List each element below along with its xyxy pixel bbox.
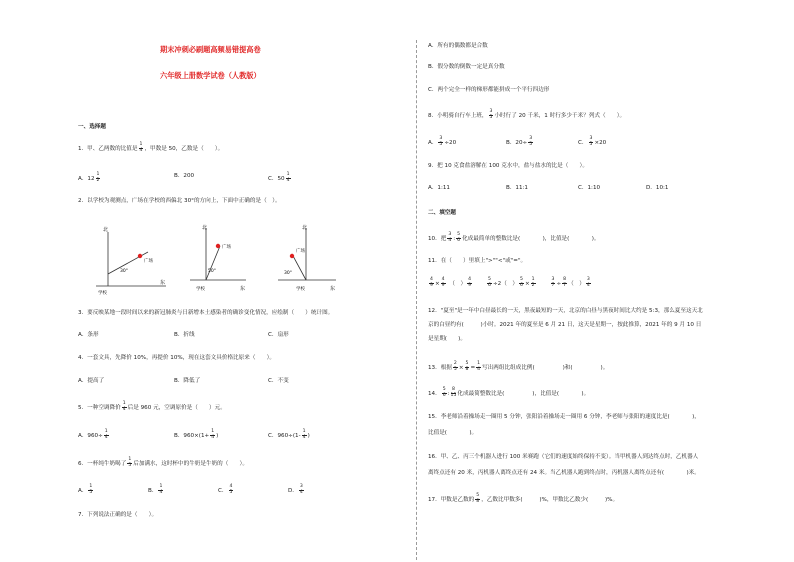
q9-option-d[interactable]: D．10:1 (646, 185, 669, 191)
q11-comparisons: $\frac{4}{9}$ × $\frac{4}{9}$ （ ） $\frac{4}{9}$ $\frac{5}{6}$ ÷2（ ） $\frac{5}{6}$ × $\frac{1}{2}$ $\frac{3}{7}$ ÷ $\frac{8}{7}$ （ ） $\frac{3}{4}$ (430, 277, 590, 288)
q9-option-c[interactable]: C．1:10 (578, 185, 601, 191)
q4-option-a[interactable]: A．提高了 (78, 378, 105, 384)
question-12-line-3: 是星期( )。 (428, 336, 466, 342)
question-6: 6．一杯纯牛奶喝了 $\frac{1}{5}$ 后加满水，这时杯中的牛奶是牛奶的（ ）。 (78, 457, 248, 468)
svg-text:北: 北 (302, 225, 308, 231)
q4-option-b[interactable]: B．降低了 (174, 378, 201, 384)
q9-option-b[interactable]: B．11:1 (506, 185, 528, 191)
q3-option-b[interactable]: B．折线 (174, 332, 195, 338)
svg-text:学校: 学校 (98, 291, 107, 296)
question-7: 7．下列说法正确的是（ ）。 (78, 512, 158, 518)
q2-diagrams (78, 224, 408, 296)
q7-option-b[interactable]: B．假分数的倒数一定是真分数 (428, 64, 505, 70)
q6-option-c[interactable]: C． $\frac{4}{5}$ (218, 484, 233, 495)
question-1: 1．甲、乙两数的比值是 $\frac{1}{4}$ ，甲数是 50，乙数是（ ）。 (78, 142, 224, 153)
svg-text:50°: 50° (208, 269, 216, 274)
fraction-1-4: $\frac{1}{4}$ (139, 142, 143, 153)
q1-option-a[interactable]: A．12 $\frac{1}{2}$ (78, 172, 100, 183)
question-12-line-1: 12．"夏至"是一年中白昼最长的一天，黑夜最短的一天，北京的白昼与黑夜时间比大约是 5:3，那么夏至这天北 (428, 308, 703, 314)
q7-option-a[interactable]: A．所有的偶数都是合数 (428, 43, 488, 49)
q6-option-b[interactable]: B． $\frac{1}{4}$ (148, 484, 163, 495)
q5-option-c[interactable]: C．960÷(1- $\frac{1}{4}$ ) (268, 429, 310, 440)
svg-text:广场: 广场 (296, 249, 305, 254)
q8-option-c[interactable]: C． $\frac{3}{5}$ ×20 (578, 136, 607, 147)
q7-option-c[interactable]: C．两个完全一样的梯形都能拼成一个平行四边形 (428, 87, 550, 93)
q6-option-a[interactable]: A． $\frac{1}{5}$ (78, 484, 93, 495)
q8-option-a[interactable]: A． $\frac{3}{5}$ ÷20 (428, 136, 457, 147)
svg-text:东: 东 (240, 286, 246, 292)
question-13: 13．根据 $\frac{2}{5}$ × $\frac{5}{8}$ = $\frac{1}{4}$ 写出两组比组成比例( )和( )。 (428, 361, 609, 372)
q6-option-d[interactable]: D． $\frac{3}{4}$ (288, 484, 303, 495)
q2-diagram-a (96, 226, 166, 296)
q5-option-b[interactable]: B．960×(1+ $\frac{1}{4}$ ) (174, 429, 219, 440)
q9-option-a[interactable]: A．1:11 (428, 185, 450, 191)
q2-diagram-b (190, 224, 246, 292)
svg-text:30°: 30° (120, 269, 128, 274)
question-15-line-2: 比值是( )。 (428, 430, 478, 436)
question-10: 10．把 $\frac{3}{4}$ : $\frac{5}{6}$ 化成最简单的整数比是( )，比值是( )。 (428, 232, 600, 243)
q4-option-c[interactable]: C．不变 (268, 378, 289, 384)
square-dot (138, 254, 142, 258)
question-2: 2．以学校为观测点，广场在学校的西偏北 30°的方向上，下面中正确的是（ ）。 (78, 198, 281, 204)
q2-diagram-c (278, 224, 336, 292)
question-16-line-2: 离终点还有 20 米，丙机器人离终点还有 24 米。当乙机器人跑到终点时，丙机器人离终点还有( )米。 (428, 470, 700, 476)
question-11: 11．在（ ）里填上">""<"或"="。 (428, 258, 527, 264)
question-12-line-2: 京的白昼约有( )小时。2021 年的夏至是 6 月 21 日，这天是星期一，按此推算，2021 年的 9 月 10 日 (428, 322, 702, 328)
question-14: 14． $\frac{5}{6}$ : $\frac{8}{15}$ 化成最简整数比是( )，比值是( )。 (428, 387, 590, 398)
q1-option-c[interactable]: C．50 $\frac{1}{4}$ (268, 172, 290, 183)
page-subtitle: 六年级上册数学试卷（人教版） (160, 71, 261, 80)
question-16-line-1: 16．甲、乙、丙三个机器人进行 100 米赛跑（它们的速度始终保持不变）。当甲机器人到达终点时，乙机器人 (428, 454, 699, 460)
section-one-heading: 一、选择题 (78, 124, 106, 130)
svg-text:东: 东 (160, 280, 166, 286)
question-17: 17．甲数是乙数的 $\frac{5}{8}$ ，乙数比甲数多( )%，甲数比乙数少( )%。 (428, 493, 619, 504)
question-5: 5．一种空调降价 $\frac{1}{4}$ 后是 960 元，空调原价是（ ）元。 (78, 401, 226, 412)
q3-option-a[interactable]: A．条形 (78, 332, 99, 338)
svg-text:学校: 学校 (296, 287, 305, 292)
section-two-heading: 二、填空题 (428, 210, 456, 216)
svg-text:北: 北 (202, 225, 208, 231)
question-8: 8．小明骑自行车上班， $\frac{3}{5}$ 小时行了 20 千米，1 时行多少千米？列式（ ）。 (428, 109, 626, 120)
question-9: 9．把 10 克食盐溶解在 100 克水中，盐与盐水的比是（ ）。 (428, 163, 588, 169)
q5-option-a[interactable]: A．960÷ $\frac{1}{4}$ (78, 429, 108, 440)
q8-option-b[interactable]: B．20÷ $\frac{3}{5}$ (506, 136, 533, 147)
svg-text:广场: 广场 (144, 259, 153, 264)
q1-option-b[interactable]: B．200 (174, 173, 195, 179)
svg-text:30°: 30° (284, 271, 292, 276)
svg-text:学校: 学校 (196, 287, 205, 292)
q3-option-c[interactable]: C．扇形 (268, 332, 289, 338)
svg-text:东: 东 (330, 286, 336, 292)
question-4: 4．一套文具，先降价 10%，再提价 10%，现在这套文具价格比原来（ ）。 (78, 355, 275, 361)
question-15-line-1: 15．李老师沿着操场走一圈用 5 分钟，张阳沿着操场走一圈用 6 分钟，李老师与张阳的速度比是( )， (428, 414, 700, 420)
svg-text:广场: 广场 (222, 245, 231, 250)
question-3: 3．要反映某地一段时间以来的新冠肺炎与日新增本土感染者的确诊变化情况，应绘制（ ）统计图。 (78, 310, 334, 316)
svg-text:北: 北 (103, 227, 109, 233)
column-divider (416, 40, 417, 560)
page-title: 期末冲刺必刷题高频易错提高卷 (160, 45, 261, 54)
